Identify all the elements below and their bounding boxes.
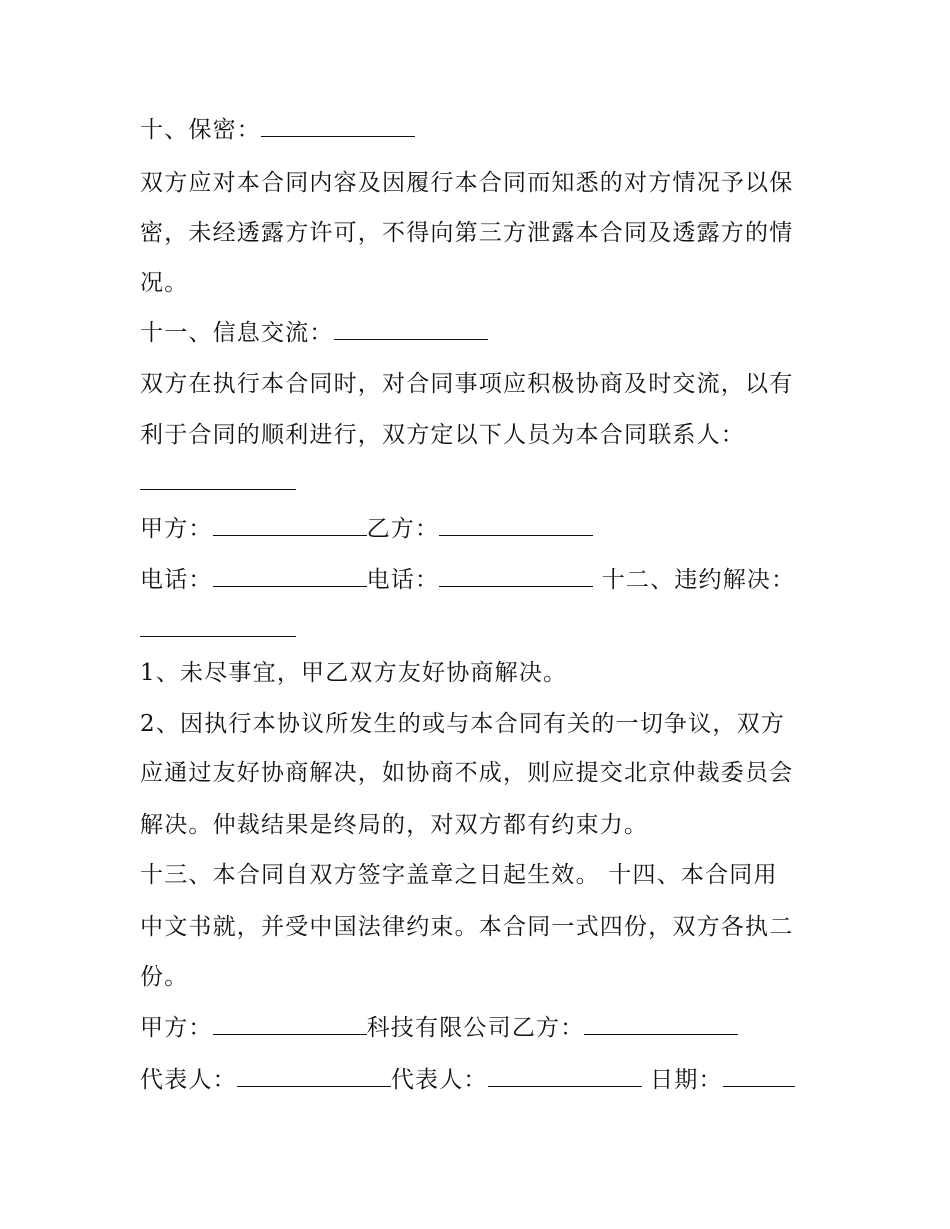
signature-rep-row xyxy=(140,1063,820,1097)
section-10-title: 十、保密： xyxy=(140,117,261,143)
section-13-14-text: 中文书就，并受中国法律约束。本合同一式四份，双方各执二 xyxy=(140,914,794,940)
company-suffix: 科技有限公司 xyxy=(366,1015,512,1041)
rep-b-label: 代表人： xyxy=(390,1067,488,1093)
section-11-title: 十一、信息交流： xyxy=(140,320,334,346)
contact-blank-row xyxy=(140,466,820,500)
signature-party-row xyxy=(140,1011,820,1045)
section-12-item-2: 2、因执行本协议所发生的或与本合同有关的一切争议，双方 xyxy=(140,711,786,737)
blank-line xyxy=(140,614,296,637)
blank-line xyxy=(237,1064,391,1087)
blank-line xyxy=(334,317,488,340)
blank-line xyxy=(213,1012,367,1035)
contact-person-row xyxy=(140,512,820,546)
section-11-text: 利于合同的顺利进行，双方定以下人员为本合同联系人： xyxy=(140,422,745,448)
section-12-blank-row xyxy=(140,613,820,647)
section-11-text: 双方在执行本合同时，对合同事项应积极协商及时交流，以有 xyxy=(140,371,794,397)
blank-line xyxy=(584,1012,738,1035)
blank-line xyxy=(261,114,415,137)
blank-line xyxy=(213,513,367,536)
section-12-title: 十二、违约解决： xyxy=(601,567,796,593)
section-12-item-2: 应通过友好协商解决，如协商不成，则应提交北京仲裁委员会 xyxy=(140,760,794,786)
section-13-14-text: 十三、本合同自双方签字盖章之日起生效。 十四、本合同用 xyxy=(140,862,778,888)
section-10-heading xyxy=(140,113,820,147)
phone-b-label: 电话： xyxy=(366,567,440,593)
blank-line xyxy=(723,1064,795,1087)
date-label: 日期： xyxy=(650,1067,723,1093)
sign-party-a-label: 甲方： xyxy=(140,1015,213,1041)
phone-a-label: 电话： xyxy=(140,567,213,593)
party-b-label: 乙方： xyxy=(366,516,440,542)
blank-line xyxy=(488,1064,642,1087)
section-12-item-2: 解决。仲裁结果是终局的，对双方都有约束力。 xyxy=(140,812,649,838)
section-10-text: 双方应对本合同内容及因履行本合同而知悉的对方情况予以保 xyxy=(140,170,794,196)
blank-line xyxy=(213,564,367,587)
section-10-text: 况。 xyxy=(140,270,189,296)
sign-party-b-label: 乙方： xyxy=(511,1015,585,1041)
contact-phone-row xyxy=(140,563,820,597)
section-12-item-1: 1、未尽事宜，甲乙双方友好协商解决。 xyxy=(140,660,568,686)
blank-line xyxy=(439,513,593,536)
party-a-label: 甲方： xyxy=(140,516,213,542)
blank-line xyxy=(439,564,593,587)
section-13-14-text: 份。 xyxy=(140,964,189,990)
rep-a-label: 代表人： xyxy=(140,1067,237,1093)
section-11-heading xyxy=(140,316,820,350)
blank-line xyxy=(140,467,296,490)
section-10-text: 密，未经透露方许可，不得向第三方泄露本合同及透露方的情 xyxy=(140,220,794,246)
